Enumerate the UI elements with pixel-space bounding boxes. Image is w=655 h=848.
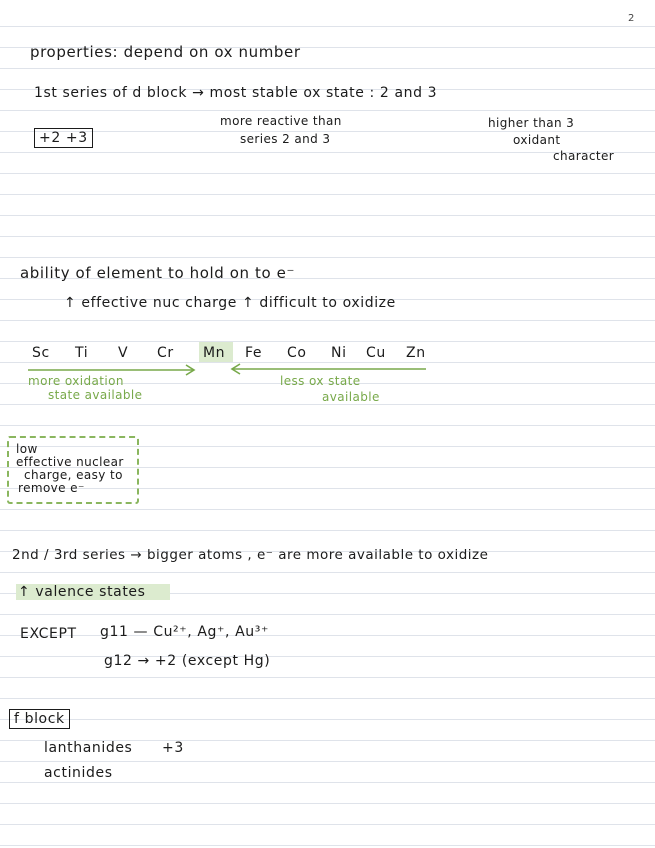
element-v: V bbox=[118, 345, 129, 361]
element-ni: Ni bbox=[331, 345, 347, 361]
boxed-states: +2 +3 bbox=[34, 128, 93, 148]
ability-sub: ↑ effective nuc charge ↑ difficult to oxidize bbox=[64, 295, 396, 311]
element-fe: Fe bbox=[245, 345, 263, 361]
except-label: EXCEPT bbox=[20, 626, 77, 642]
right-label-1: less ox state bbox=[280, 374, 361, 388]
series1-note-right-2: oxidant bbox=[513, 133, 561, 147]
green-box-line-1: low bbox=[16, 442, 38, 456]
heading-properties: properties: depend on ox number bbox=[30, 43, 301, 61]
element-ti: Ti bbox=[75, 345, 89, 361]
element-sc: Sc bbox=[32, 345, 50, 361]
page-number: 2 bbox=[628, 13, 635, 24]
actinides-label: actinides bbox=[44, 765, 113, 781]
left-label-2: state available bbox=[48, 388, 143, 402]
element-mn: Mn bbox=[203, 345, 226, 361]
green-box-line-2: effective nuclear bbox=[16, 455, 124, 469]
except-line-1: g11 — Cu²⁺, Ag⁺, Au³⁺ bbox=[100, 624, 269, 640]
fblock-label: f block bbox=[9, 709, 70, 729]
ability-line: ability of element to hold on to e⁻ bbox=[20, 264, 295, 282]
series23-line: 2nd / 3rd series → bigger atoms , e⁻ are more available to oxidize bbox=[12, 547, 489, 563]
element-cr: Cr bbox=[157, 345, 174, 361]
valence-line: ↑ valence states bbox=[18, 584, 146, 600]
element-zn: Zn bbox=[406, 345, 426, 361]
element-cu: Cu bbox=[366, 345, 386, 361]
element-co: Co bbox=[287, 345, 307, 361]
series1-note-right-3: character bbox=[553, 149, 615, 163]
green-box-line-4: remove e⁻ bbox=[18, 481, 85, 495]
series1-note-right-1: higher than 3 bbox=[488, 116, 575, 130]
left-label-1: more oxidation bbox=[28, 374, 124, 388]
series1-note-left-1: more reactive than bbox=[220, 114, 342, 128]
series1-line: 1st series of d block → most stable ox state : 2 and 3 bbox=[34, 85, 438, 101]
right-label-2: available bbox=[322, 390, 380, 404]
series1-note-left-2: series 2 and 3 bbox=[240, 132, 331, 146]
lanthanides-label: lanthanides bbox=[44, 740, 133, 756]
except-line-2: g12 → +2 (except Hg) bbox=[104, 653, 271, 669]
lanthanides-state: +3 bbox=[162, 740, 184, 756]
green-box-line-3: charge, easy to bbox=[24, 468, 123, 482]
